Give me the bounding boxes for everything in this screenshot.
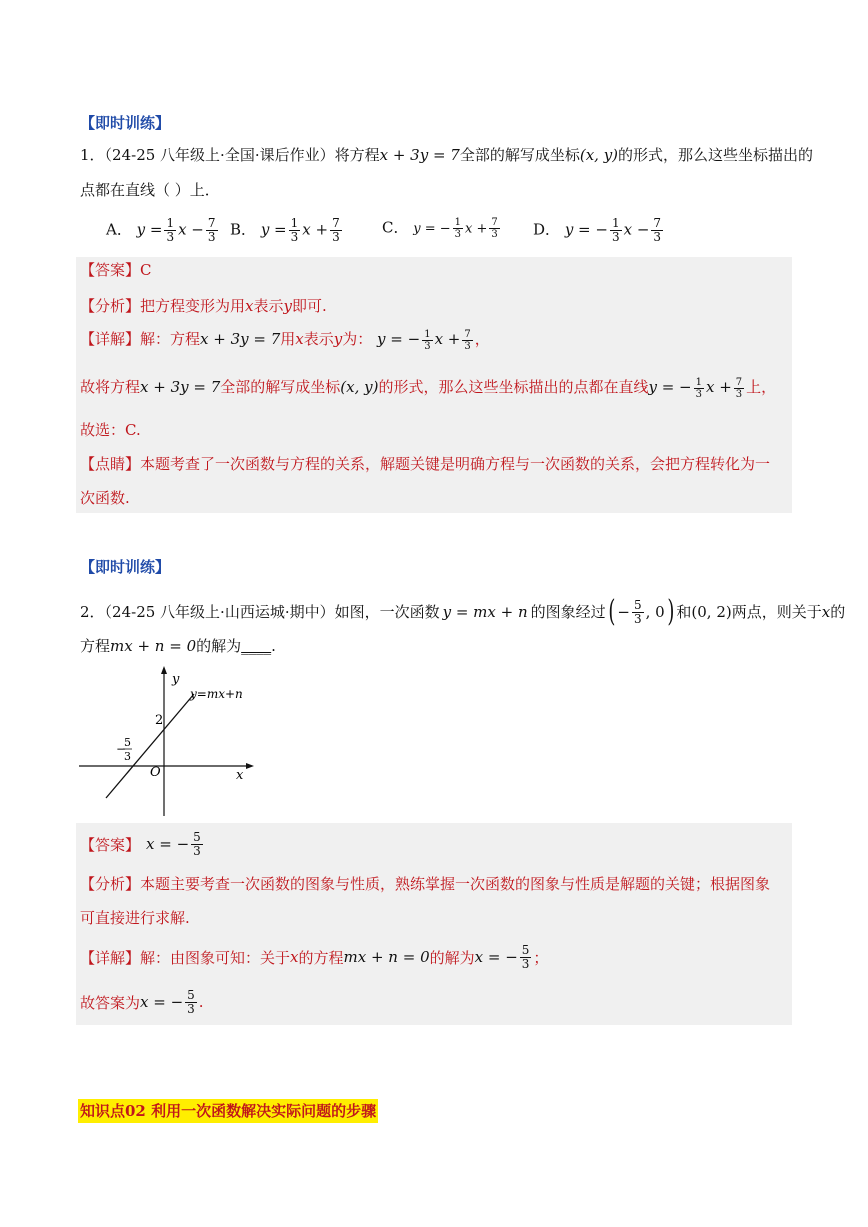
analysis1-tag: 【分析】 bbox=[80, 297, 141, 315]
detail2-text-b: 的方程 bbox=[298, 948, 344, 967]
question2-tail: 的 bbox=[830, 603, 846, 621]
conclusion2-text-a: 故答案为 bbox=[80, 993, 141, 1012]
detail2-lhs: x = − bbox=[474, 948, 518, 966]
option-d bbox=[533, 217, 665, 244]
question2-and: 和 bbox=[676, 603, 692, 621]
detail1-text-c: 表示 bbox=[303, 330, 334, 348]
option-a-label: A． bbox=[106, 220, 132, 239]
question1-equation: x + 3y = 7 bbox=[379, 146, 460, 164]
question2-line2-a: 方程 bbox=[80, 637, 111, 655]
answer2-lhs: x = − bbox=[146, 835, 190, 853]
detail2-frac: $\frac{5}{3}$ bbox=[521, 942, 530, 971]
conclusion1-text-c: 的形式，那么这些坐标描出的点都在直线 bbox=[378, 378, 649, 396]
question1-suffix: 的形式，那么这些坐标描出的 bbox=[618, 146, 814, 164]
detail1-frac2: $\frac{7}{3}$ bbox=[464, 328, 471, 352]
answer1-line bbox=[80, 259, 152, 280]
option-c-lhs: y = − bbox=[413, 221, 451, 237]
x-intercept-num: 5 bbox=[124, 736, 131, 749]
option-d-lhs: y = − bbox=[564, 220, 608, 239]
analysis1-var-y: y bbox=[283, 297, 292, 315]
detail1-frac1: $\frac{1}{3}$ bbox=[424, 328, 431, 352]
option-c-frac1: $\frac{1}{3}$ bbox=[454, 217, 462, 240]
detail1-lhs: y = − bbox=[377, 330, 421, 348]
question1-line1 bbox=[80, 145, 813, 165]
question2-var: x bbox=[821, 603, 831, 621]
detail2-line bbox=[80, 940, 548, 974]
knowledge-point-heading: 知识点02 利用一次函数解决实际问题的步骤 bbox=[78, 1099, 378, 1123]
option-d-mid: x − bbox=[623, 220, 650, 239]
detail1-equation: x + 3y = 7 bbox=[200, 330, 281, 348]
option-a-lhs: y = bbox=[136, 220, 163, 239]
point1-sign: − bbox=[617, 603, 630, 621]
conclusion2-frac: $\frac{5}{3}$ bbox=[187, 987, 195, 1016]
option-d-frac1: $\frac{1}{3}$ bbox=[611, 216, 620, 244]
y-axis-label: y bbox=[172, 672, 180, 687]
choose1-line: 故选：C. bbox=[80, 421, 141, 439]
option-b-label: B． bbox=[230, 220, 257, 239]
option-a-frac1: $\frac{1}{3}$ bbox=[166, 216, 175, 244]
option-b bbox=[230, 217, 344, 244]
option-b-mid: x + bbox=[302, 220, 329, 239]
point2: (0, 2) bbox=[691, 603, 732, 621]
x-intercept-sign: − bbox=[116, 742, 127, 756]
option-c bbox=[382, 217, 502, 240]
option-d-label: D． bbox=[533, 220, 561, 239]
detail2-var-x: x bbox=[290, 948, 299, 966]
conclusion1-equation: x + 3y = 7 bbox=[140, 378, 221, 396]
conclusion2-end: . bbox=[198, 993, 204, 1011]
detail2-end: ； bbox=[533, 948, 549, 967]
analysis2-line2: 可直接进行求解. bbox=[80, 909, 190, 927]
answer2-tag: 【答案】 bbox=[80, 835, 141, 854]
y-axis-arrow bbox=[161, 666, 167, 674]
analysis2-text: 本题主要考查一次函数的图象与性质，熟练掌握一次函数的图象与性质是解题的关键；根据图象 bbox=[140, 875, 771, 893]
answer2-frac: $\frac{5}{3}$ bbox=[193, 829, 201, 858]
option-b-lhs: y = bbox=[260, 220, 287, 239]
detail2-equation: mx + n = 0 bbox=[343, 948, 430, 966]
origin-label: O bbox=[150, 765, 161, 780]
detail1-var-x: x bbox=[295, 330, 304, 348]
analysis1-text-c: 即可. bbox=[292, 297, 327, 315]
analysis2-tag: 【分析】 bbox=[80, 875, 141, 893]
comment1-line2: 次函数. bbox=[80, 489, 130, 507]
question1-middle: 全部的解写成坐标 bbox=[459, 146, 580, 164]
detail1-text-b: 用 bbox=[280, 330, 296, 348]
option-a-mid: x − bbox=[178, 220, 204, 239]
option-c-label: C． bbox=[382, 218, 409, 237]
conclusion1-text-a: 故将方程 bbox=[80, 378, 141, 396]
analysis1-text-a: 把方程变形为用 bbox=[140, 297, 246, 315]
question2-suffix: 两点，则关于 bbox=[731, 603, 822, 621]
line-label: y=mx+n bbox=[190, 687, 243, 701]
detail1-tag: 【详解】 bbox=[80, 330, 141, 348]
x-axis-arrow bbox=[246, 763, 254, 769]
analysis1-var-x: x bbox=[245, 297, 254, 315]
question1-coord: (x, y) bbox=[579, 146, 619, 164]
x-intercept-den: 3 bbox=[124, 750, 131, 763]
section2-heading: 【即时训练】 bbox=[80, 558, 171, 576]
answer1-value: C bbox=[140, 261, 152, 279]
conclusion1-text-b: 全部的解写成坐标 bbox=[220, 378, 341, 396]
analysis2-line1 bbox=[80, 873, 770, 894]
conclusion1-end: 上， bbox=[746, 378, 777, 396]
detail1-end: ， bbox=[474, 330, 490, 348]
point1-frac: $\frac{5}{3}$ bbox=[633, 597, 642, 626]
conclusion1-frac1: $\frac{1}{3}$ bbox=[695, 376, 702, 400]
point1-tail: , 0 bbox=[645, 603, 665, 621]
option-d-frac2: $\frac{7}{3}$ bbox=[653, 216, 662, 244]
question1-prefix: 1．（24-25 八年级上·全国·课后作业）将方程 bbox=[80, 146, 380, 164]
analysis1-line bbox=[80, 295, 327, 316]
point1-left-paren: ( bbox=[607, 594, 616, 629]
question1-line2: 点都在直线（ ）上． bbox=[80, 181, 220, 199]
option-c-mid: x + bbox=[465, 221, 488, 237]
comment1-text: 本题考查了一次函数与方程的关系，解题关键是明确方程与一次函数的关系，会把方程转化为一 bbox=[140, 455, 771, 473]
option-c-frac2: $\frac{7}{3}$ bbox=[491, 217, 498, 240]
question2-function: y = mx + n bbox=[442, 603, 528, 621]
option-b-frac1: $\frac{1}{3}$ bbox=[290, 216, 299, 244]
detail2-text-a: 解：由图象可知：关于 bbox=[140, 948, 291, 967]
y-intercept-label: 2 bbox=[155, 713, 164, 728]
comment1-line1 bbox=[80, 453, 770, 474]
conclusion1-coord: (x, y) bbox=[340, 378, 379, 396]
option-a-frac2: $\frac{7}{3}$ bbox=[207, 216, 216, 244]
answer1-tag: 【答案】 bbox=[80, 261, 141, 279]
conclusion1-line bbox=[80, 376, 776, 400]
answer-blank: ____ bbox=[241, 637, 272, 655]
detail2-tag: 【详解】 bbox=[80, 948, 141, 967]
point1-right-paren: ) bbox=[667, 594, 675, 629]
option-b-frac2: $\frac{7}{3}$ bbox=[332, 216, 340, 244]
analysis1-text-b: 表示 bbox=[253, 297, 284, 315]
option-a bbox=[106, 217, 220, 244]
x-axis-label: x bbox=[236, 768, 244, 783]
question2-line2 bbox=[80, 636, 276, 656]
conclusion2-line bbox=[80, 985, 204, 1019]
answer2-line bbox=[80, 826, 205, 862]
conclusion1-frac2: $\frac{7}{3}$ bbox=[735, 376, 743, 400]
detail1-line bbox=[80, 328, 490, 352]
question2-middle: 的图象经过 bbox=[530, 603, 606, 621]
conclusion1-lhs: y = − bbox=[648, 378, 692, 396]
question2-prefix: 2．（24-25 八年级上·山西运城·期中）如图，一次函数 bbox=[80, 603, 440, 621]
section1-heading: 【即时训练】 bbox=[80, 114, 171, 132]
detail1-var-y: y bbox=[333, 330, 343, 348]
comment1-tag: 【点睛】 bbox=[80, 455, 141, 473]
question2-line2-end: . bbox=[271, 637, 276, 655]
conclusion1-mid: x + bbox=[706, 378, 732, 396]
conclusion2-lhs: x = − bbox=[140, 993, 184, 1011]
function-graph bbox=[76, 664, 276, 820]
detail1-text-d: 为： bbox=[342, 330, 373, 348]
detail1-mid: x + bbox=[434, 330, 461, 348]
question2-line2-b: 的解为 bbox=[196, 637, 242, 655]
detail1-text-a: 解：方程 bbox=[140, 330, 201, 348]
question2-line1 bbox=[80, 593, 845, 631]
question2-equation: mx + n = 0 bbox=[110, 637, 197, 655]
detail2-text-c: 的解为 bbox=[429, 948, 475, 967]
